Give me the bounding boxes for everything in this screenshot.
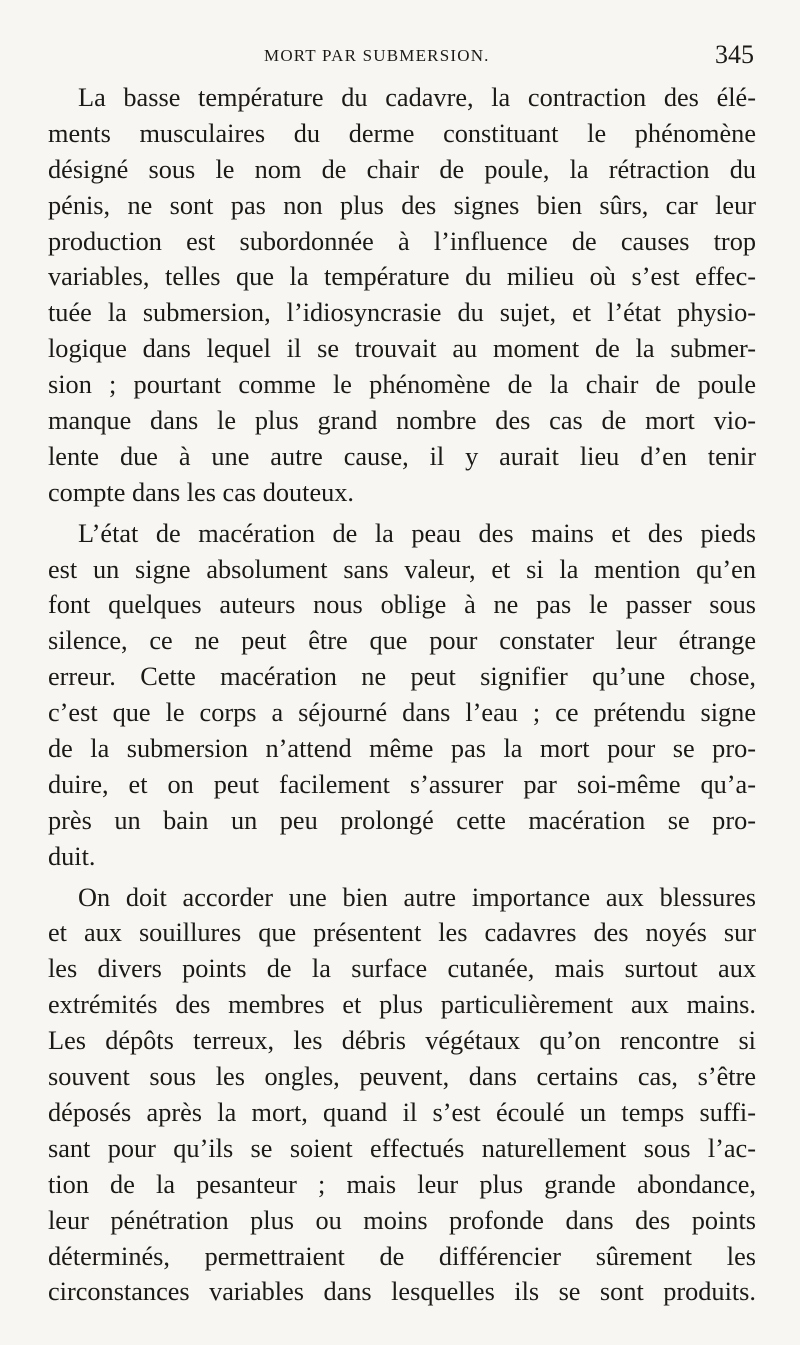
text-line: tuée la submersion, l’idiosyncrasie du sujet, et l’état physio- [48, 298, 756, 328]
text-line: manque dans le plus grand nombre des cas de mort vio- [48, 406, 756, 436]
paragraph-2 [48, 516, 756, 875]
text-line: ments musculaires du derme constituant le phénomène [48, 118, 756, 148]
text-line: pénis, ne sont pas non plus des signes bien sûrs, car leur [48, 190, 756, 220]
text-line: sant pour qu’ils se soient effectués naturellement sous l’ac- [48, 1133, 756, 1163]
text-line: et aux souillures que présentent les cadavres des noyés sur [48, 918, 756, 948]
text-line: font quelques auteurs nous oblige à ne pas le passer sous [48, 590, 756, 620]
text-line: près un bain un peu prolongé cette macération se pro- [48, 805, 756, 835]
text-line: déposés après la mort, quand il s’est écoulé un temps suffi- [48, 1097, 756, 1127]
running-title: MORT PAR SUBMERSION. [264, 46, 490, 65]
page-number: 345 [715, 40, 754, 69]
text-line: compte dans les cas douteux. [48, 477, 354, 507]
text-line: souvent sous les ongles, peuvent, dans certains cas, s’être [48, 1062, 756, 1092]
text-line: sion ; pourtant comme le phénomène de la chair de poule [48, 370, 756, 400]
text-line: Les dépôts terreux, les débris végétaux qu’on rencontre si [48, 1026, 756, 1056]
text-line: duit. [48, 841, 96, 871]
text-line: leur pénétration plus ou moins profonde dans des points [48, 1205, 756, 1235]
text-line: circonstances variables dans lesquelles ils se sont produits. [48, 1277, 756, 1307]
text-line: production est subordonnée à l’influence de causes trop [48, 226, 756, 256]
text-line: de la submersion n’attend même pas la mort pour se pro- [48, 734, 756, 764]
text-line: silence, ce ne peut être que pour constater leur étrange [48, 626, 756, 656]
text-line: c’est que le corps a séjourné dans l’eau ; ce prétendu signe [48, 698, 756, 728]
text-line: La basse température du cadavre, la contraction des élé- [78, 83, 756, 112]
text-line: déterminés, permettraient de différencier sûrement les [48, 1241, 756, 1271]
text-line: erreur. Cette macération ne peut signifier qu’une chose, [48, 662, 756, 692]
paragraph-3 [48, 880, 756, 1311]
text-line: désigné sous le nom de chair de poule, la rétraction du [48, 154, 756, 184]
text-line: les divers points de la surface cutanée, mais surtout aux [48, 954, 756, 984]
text-line: logique dans lequel il se trouvait au moment de la submer- [48, 334, 756, 364]
text-line: duire, et on peut facilement s’assurer par soi-même qu’a- [48, 769, 756, 799]
paragraph-1 [48, 80, 756, 511]
text-line: extrémités des membres et plus particulièrement aux mains. [48, 990, 756, 1020]
text-line: lente due à une autre cause, il y aurait lieu d’en tenir [48, 441, 756, 471]
text-line: variables, telles que la température du milieu où s’est effec- [48, 262, 756, 292]
running-head [48, 40, 754, 70]
body-text [48, 80, 756, 1310]
text-line: est un signe absolument sans valeur, et si la mention qu’en [48, 554, 756, 584]
text-line: tion de la pesanteur ; mais leur plus grande abondance, [48, 1169, 756, 1199]
text-line: L’état de macération de la peau des mains et des pieds [78, 518, 756, 548]
text-line: On doit accorder une bien autre importance aux blessures [78, 882, 756, 912]
